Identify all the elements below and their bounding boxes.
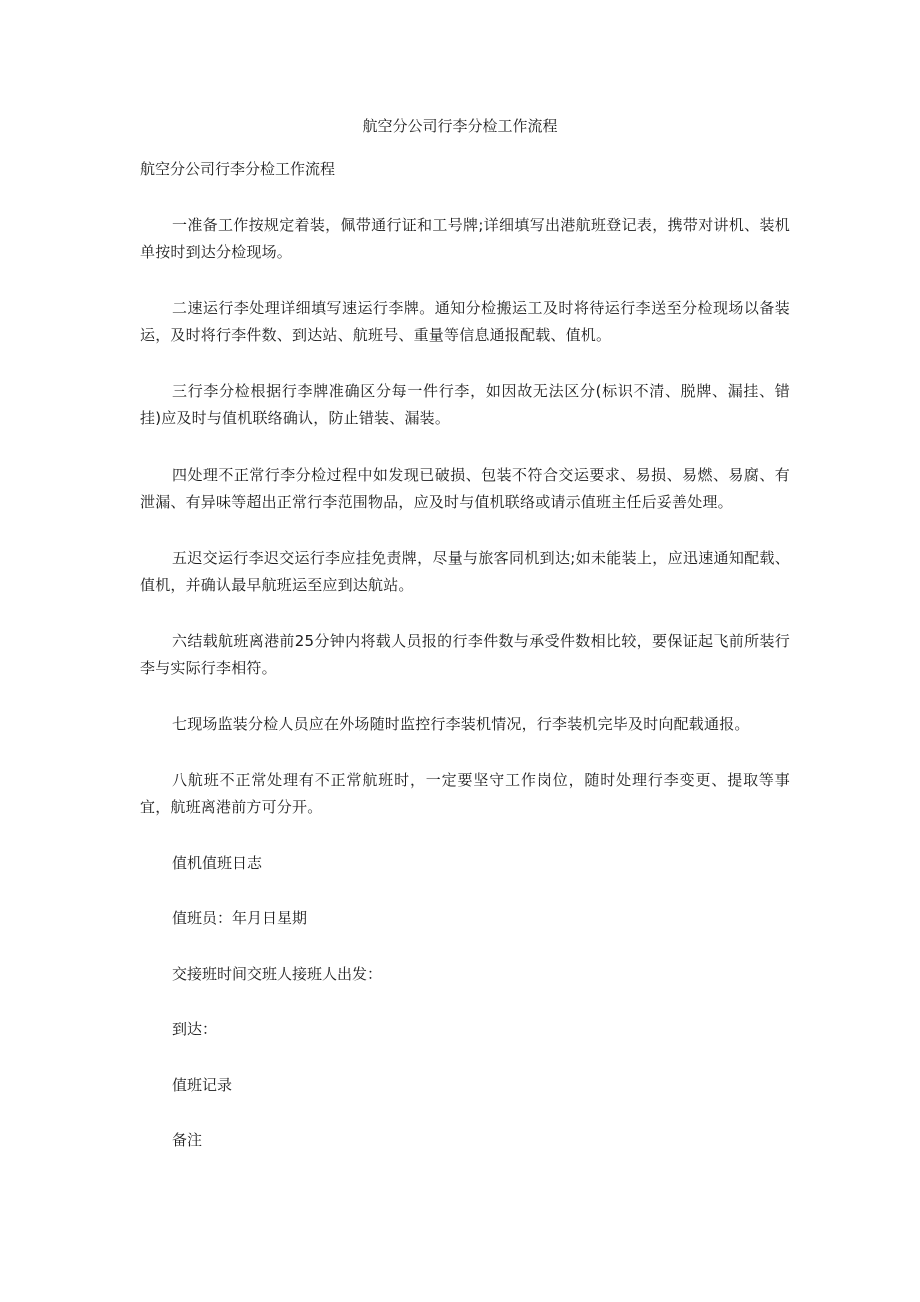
section-preparation: 一准备工作按规定着装，佩带通行证和工号牌;详细填写出港航班登记表，携带对讲机、装机单按时到达分检现场。: [140, 216, 790, 261]
document-subtitle: 航空分公司行李分检工作流程: [140, 160, 336, 178]
section-irregular-flight: 八航班不正常处理有不正常航班时，一定要坚守工作岗位，随时处理行李变更、提取等事宜，航班离港前方可分开。: [140, 771, 790, 816]
section-load-closing: 六结载航班离港前25分钟内将载人员报的行李件数与承受件数相比较，要保证起飞前所装行李与实际行李相符。: [140, 632, 790, 677]
log-record-line: 值班记录: [172, 1076, 233, 1094]
section-onsite-supervision: 七现场监装分检人员应在外场随时监控行李装机情况，行李装机完毕及时向配载通报。: [172, 715, 750, 733]
log-remarks-line: 备注: [172, 1131, 203, 1149]
log-title: 值机值班日志: [172, 854, 263, 872]
section-irregular-baggage: 四处理不正常行李分检过程中如发现已破损、包装不符合交运要求、易损、易燃、易腐、有泄漏、有异味等超出正常行李范围物品，应及时与值机联络或请示值班主任后妥善处理。: [140, 466, 790, 511]
section-baggage-sorting: 三行李分检根据行李牌准确区分每一件行李，如因故无法区分(标识不清、脱牌、漏挂、错挂)应及时与值机联络确认，防止错装、漏装。: [140, 382, 790, 427]
log-arrival-line: 到达：: [172, 1020, 218, 1038]
log-handover-line: 交接班时间交班人接班人出发：: [172, 965, 383, 983]
section-late-baggage: 五迟交运行李迟交运行李应挂免责牌，尽量与旅客同机到达;如未能装上，应迅速通知配载、值机，并确认最早航班运至应到达航站。: [140, 549, 790, 594]
document-title: 航空分公司行李分检工作流程: [362, 117, 558, 135]
log-staff-line: 值班员：年月日星期: [172, 909, 308, 927]
section-express-baggage: 二速运行李处理详细填写速运行李牌。通知分检搬运工及时将待运行李送至分检现场以备装运，及时将行李件数、到达站、航班号、重量等信息通报配载、值机。: [140, 299, 790, 344]
